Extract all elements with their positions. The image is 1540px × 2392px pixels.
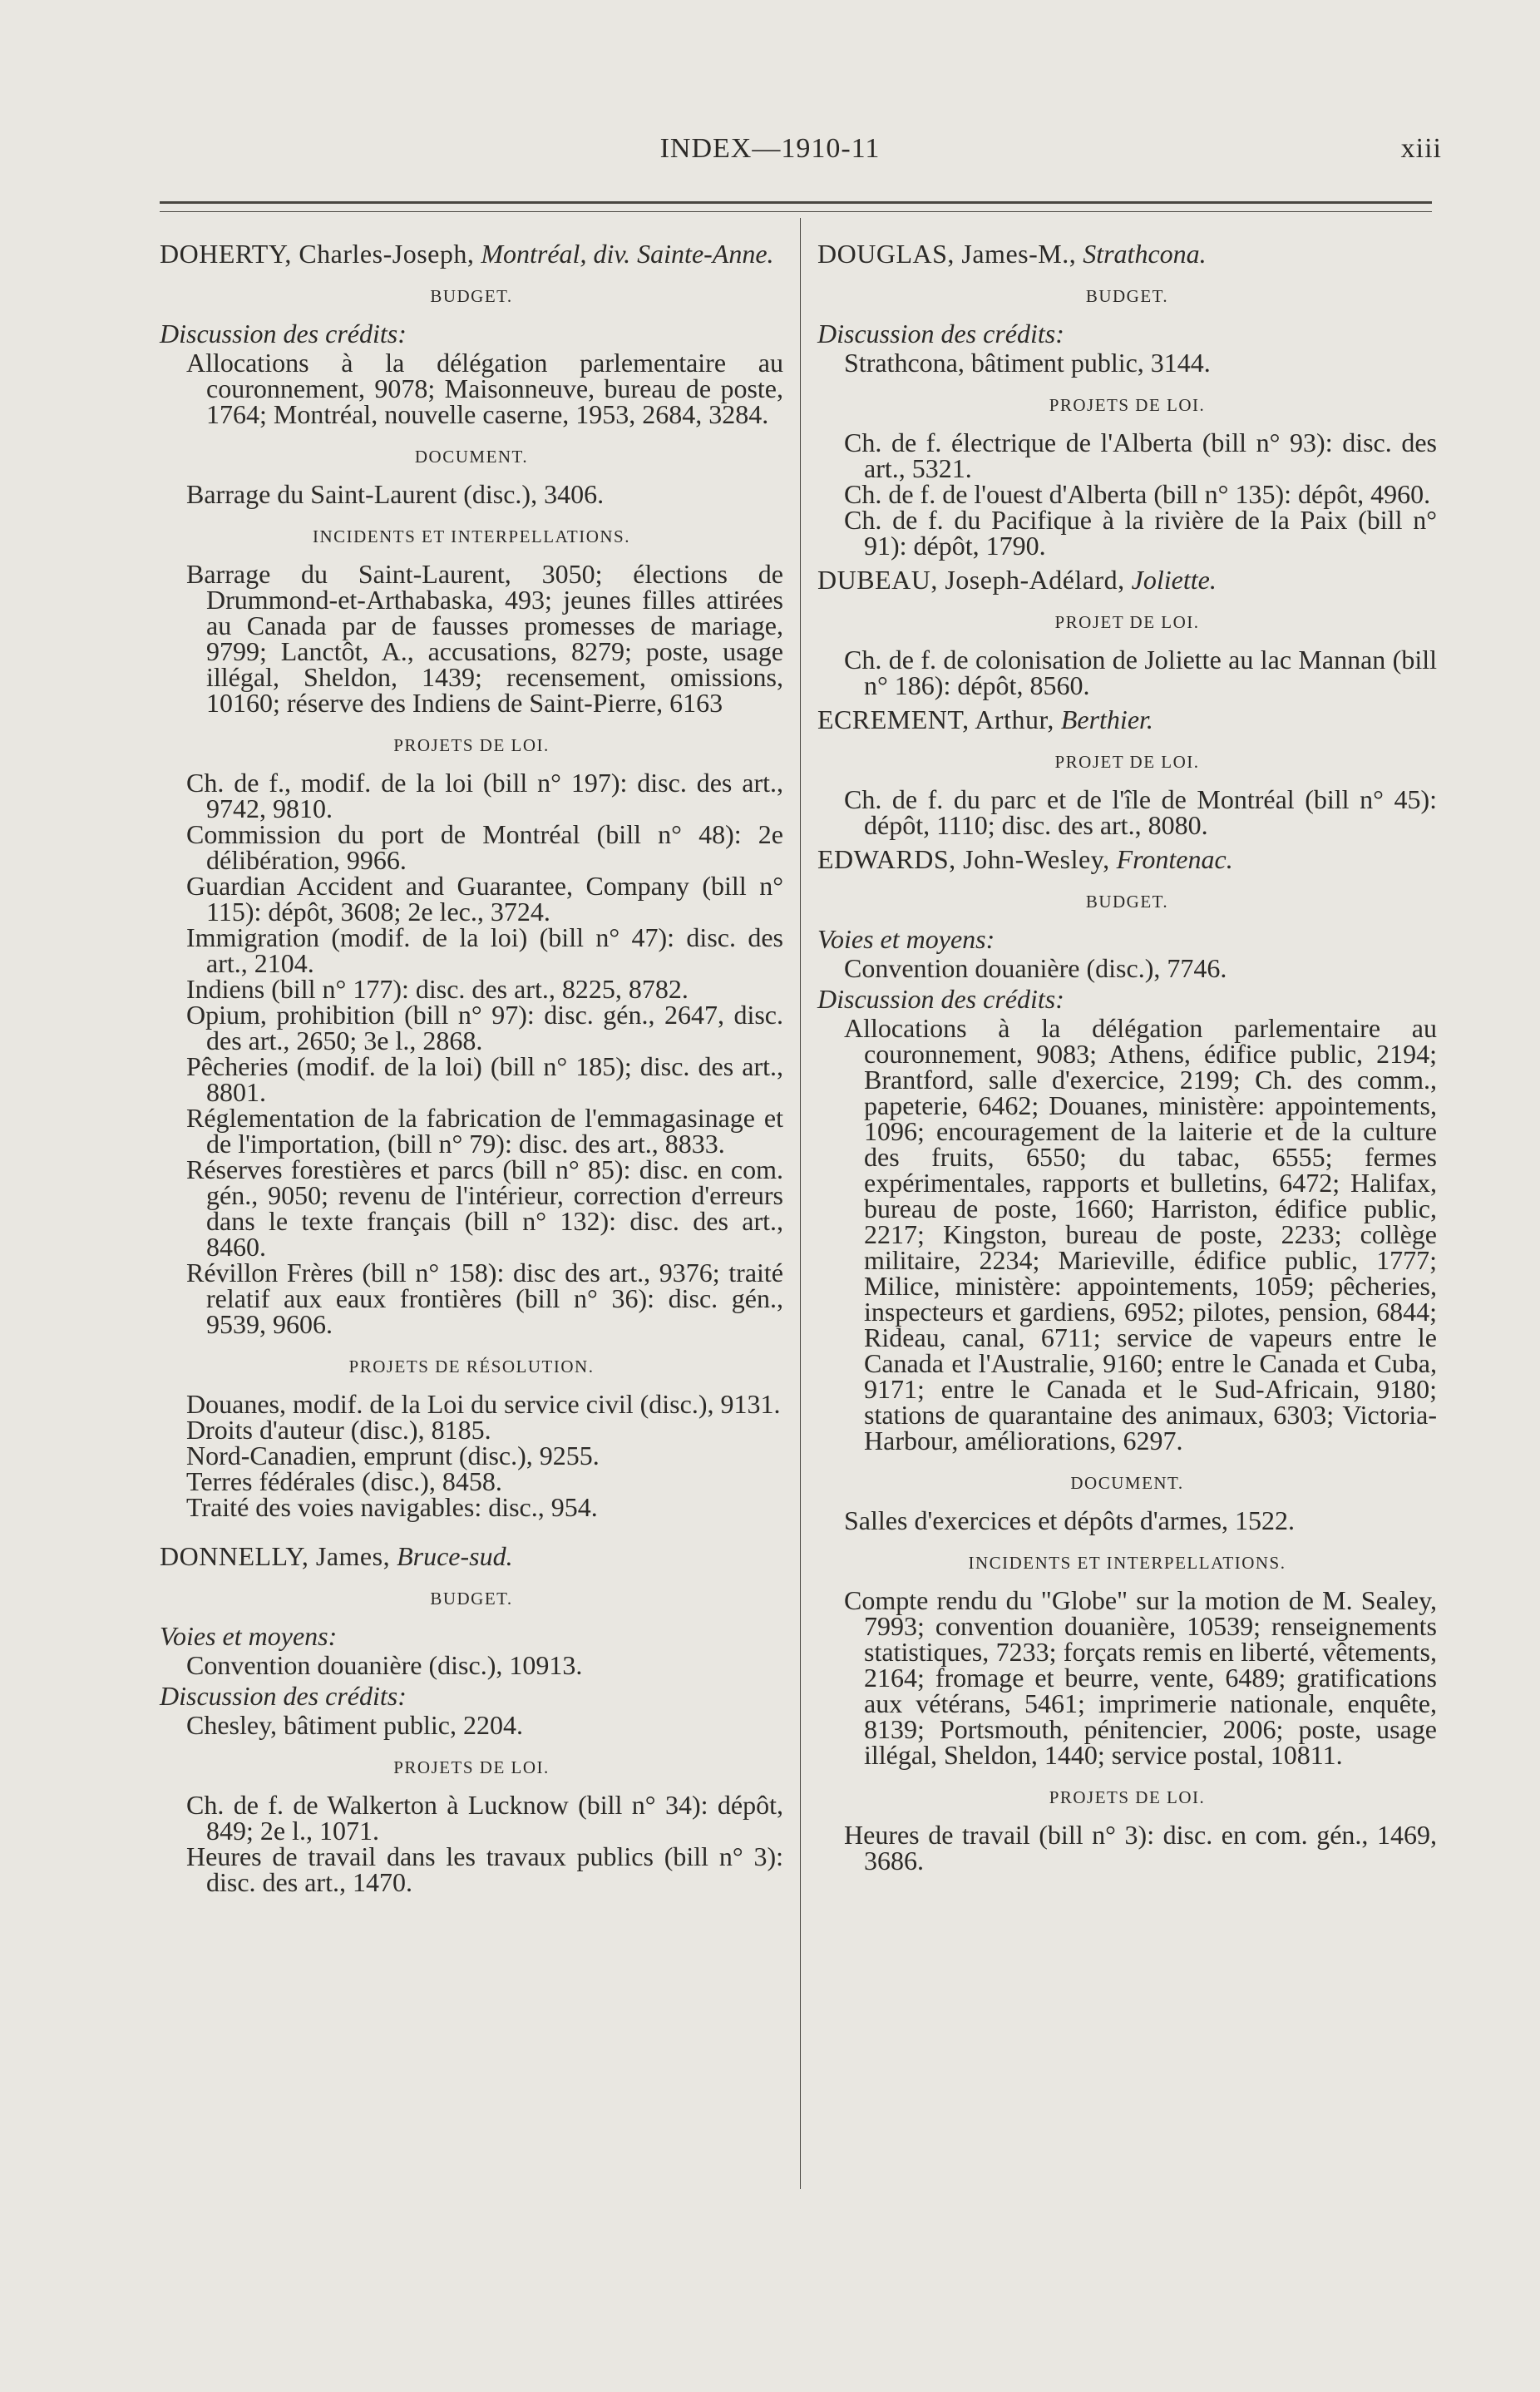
index-item: Pêcheries (modif. de la loi) (bill n° 185); disc. des art., 8801. xyxy=(186,1051,783,1107)
index-item: Ch. de f. du parc et de l'île de Montréal (bill n° 45): dépôt, 1110; disc. des art., 8080. xyxy=(844,784,1437,840)
index-item: Allocations à la délégation parlementaire au couronnement, 9078; Maisonneuve, bureau de poste, 1764; Montréal, nouvelle caserne, 1953, 2684, 3284. xyxy=(186,348,783,429)
left-column xyxy=(160,241,783,1895)
member-riding: Bruce-sud. xyxy=(397,1541,513,1571)
index-item: Ch. de f. de l'ouest d'Alberta (bill n° 135): dépôt, 4960. xyxy=(844,479,1431,509)
section-heading-projets: PROJETS DE LOI. xyxy=(393,735,550,755)
subheading-discussion: Discussion des crédits: xyxy=(160,1681,407,1711)
index-item: Réserves forestières et parcs (bill n° 85): disc. en com. gén., 9050; revenu de l'intérieur, correction d'erreurs dans le texte français (bill n° 132): disc. des art., 8460. xyxy=(186,1154,783,1262)
index-item: Salles d'exercices et dépôts d'armes, 1522. xyxy=(844,1505,1296,1535)
section-heading-projets: PROJETS DE LOI. xyxy=(1049,395,1206,415)
section-heading-document: DOCUMENT. xyxy=(1070,1473,1184,1493)
subheading-voies: Voies et moyens: xyxy=(817,924,995,954)
index-item: Chesley, bâtiment public, 2204. xyxy=(186,1710,523,1740)
index-item: Opium, prohibition (bill n° 97): disc. gén., 2647, disc. des art., 2650; 3e l., 2868. xyxy=(186,1000,783,1055)
section-heading-incidents: INCIDENTS ET INTERPELLATIONS. xyxy=(312,526,630,546)
index-item: Ch. de f. électrique de l'Alberta (bill n° 93): disc. des art., 5321. xyxy=(844,427,1437,483)
entry-spacer xyxy=(160,1520,783,1544)
index-item: Révillon Frères (bill n° 158): disc des art., 9376; traité relatif aux eaux frontières (bill n° 36): disc. gén., 9539, 9606. xyxy=(186,1258,783,1339)
section-heading-budget: BUDGET. xyxy=(430,1589,513,1609)
index-item: Guardian Accident and Guarantee, Company (bill n° 115): dépôt, 3608; 2e lec., 3724. xyxy=(186,871,783,927)
member-riding: Frontenac. xyxy=(1116,844,1233,874)
index-item: Droits d'auteur (disc.), 8185. xyxy=(186,1415,491,1445)
index-item: Barrage du Saint-Laurent, 3050; élections de Drummond-et-Arthabaska, 493; jeunes filles attirées au Canada par de fausses promesses de mariage, 9799; Lanctôt, A., accusations, 8279; poste, usage illégal, Sheldon, 1439; recensement, omissions, 10160; réserve des Indiens de Saint-Pierre, 6163 xyxy=(186,559,783,718)
section-heading-projets: PROJETS DE LOI. xyxy=(1049,1787,1206,1807)
index-item: Compte rendu du "Globe" sur la motion de M. Sealey, 7993; convention douanière, 10539; renseignements statistiques, 7233; forçats remis en liberté, vêtements, 2164; fromage et beurre, vente, 6489; gratifications aux vétérans, 5461; imprimerie nationale, enquête, 8139; Portsmouth, pénitencier, 2006; poste, usage illégal, Sheldon, 1440; service postal, 10811. xyxy=(844,1585,1437,1770)
index-item: Nord-Canadien, emprunt (disc.), 9255. xyxy=(186,1441,600,1470)
entry-heading-ecrement xyxy=(817,704,1437,734)
member-name: ECREMENT, Arthur, xyxy=(817,704,1054,734)
member-riding: Montréal, div. Sainte-Anne. xyxy=(481,239,774,269)
index-item: Ch. de f. de colonisation de Joliette au lac Mannan (bill n° 186): dépôt, 8560. xyxy=(844,645,1437,700)
index-item: Convention douanière (disc.), 10913. xyxy=(186,1650,583,1680)
subheading-voies: Voies et moyens: xyxy=(160,1621,338,1651)
column-divider xyxy=(800,218,801,2189)
index-item: Barrage du Saint-Laurent (disc.), 3406. xyxy=(186,479,605,509)
index-item: Ch. de f. du Pacifique à la rivière de la Paix (bill n° 91): dépôt, 1790. xyxy=(844,505,1437,561)
page-number: xiii xyxy=(1400,133,1442,164)
subheading-discussion: Discussion des crédits: xyxy=(817,319,1064,348)
section-heading-budget: BUDGET. xyxy=(1085,286,1169,306)
section-heading-incidents: INCIDENTS ET INTERPELLATIONS. xyxy=(968,1553,1286,1573)
index-item: Réglementation de la fabrication de l'emmagasinage et de l'importation, (bill n° 79): disc. des art., 8833. xyxy=(186,1103,783,1159)
section-heading-budget: BUDGET. xyxy=(1085,892,1169,912)
index-item: Heures de travail (bill n° 3): disc. en com. gén., 1469, 3686. xyxy=(844,1820,1437,1876)
entry-heading-edwards xyxy=(817,844,1437,874)
index-item: Convention douanière (disc.), 7746. xyxy=(844,953,1227,983)
index-item: Indiens (bill n° 177): disc. des art., 8225, 8782. xyxy=(186,974,689,1004)
index-item: Commission du port de Montréal (bill n° 48): 2e délibération, 9966. xyxy=(186,819,783,875)
page-header xyxy=(0,133,1540,183)
entry-heading-dubeau xyxy=(817,567,1437,593)
member-riding: Joliette. xyxy=(1131,565,1217,595)
member-name: EDWARDS, John-Wesley, xyxy=(817,844,1110,874)
section-heading-projet: PROJET DE LOI. xyxy=(1054,612,1200,632)
index-item: Allocations à la délégation parlementaire au couronnement, 9083; Athens, édifice public, 2194; Brantford, salle d'exercice, 2199; Ch. des comm., papeterie, 6462; Douanes, ministère: appointements, 1096; encouragement de la laiterie et de la culture des fruits, 6550; du tabac, 6555; fermes expérimentales, rapports et bulletins, 6472; Halifax, bureau de poste, 1660; Harriston, édifice public, 2217; Kingston, bureau de poste, 2233; collège militaire, 2234; Marieville, édifice public, 1777; Milice, ministère: appointements, 1059; pêcheries, inspecteurs et gardiens, 6952; pilotes, pension, 6844; Rideau, canal, 6711; service de vapeurs entre le Canada et l'Australie, 9160; entre le Canada et Cuba, 9171; entre le Canada et le Sud-Africain, 9180; stations de quarantaine des animaux, 6303; Victoria-Harbour, améliorations, 6297. xyxy=(844,1013,1437,1455)
section-heading-budget: BUDGET. xyxy=(430,286,513,306)
right-column xyxy=(817,241,1437,1874)
section-heading-projets: PROJETS DE LOI. xyxy=(393,1757,550,1777)
index-item: Ch. de f., modif. de la loi (bill n° 197): disc. des art., 9742, 9810. xyxy=(186,768,783,823)
subheading-discussion: Discussion des crédits: xyxy=(160,319,407,348)
header-rule-thin xyxy=(160,211,1432,212)
member-name: DONNELLY, James, xyxy=(160,1541,391,1571)
member-riding: Berthier. xyxy=(1060,704,1153,734)
member-name: DOUGLAS, James-M., xyxy=(817,239,1077,269)
member-name: DOHERTY, Charles-Joseph, xyxy=(160,239,475,269)
section-heading-resolution: PROJETS DE RÉSOLUTION. xyxy=(348,1357,595,1376)
entry-heading-douglas xyxy=(817,241,1437,267)
entry-heading-doherty xyxy=(160,241,783,267)
index-item: Immigration (modif. de la loi) (bill n° 47): disc. des art., 2104. xyxy=(186,922,783,978)
section-heading-projet: PROJET DE LOI. xyxy=(1054,752,1200,772)
member-riding: Strathcona. xyxy=(1083,239,1207,269)
member-name: DUBEAU, Joseph-Adélard, xyxy=(817,565,1125,595)
running-title: INDEX—1910-11 xyxy=(659,133,881,164)
entry-heading-donnelly xyxy=(160,1541,783,1571)
index-item: Traité des voies navigables: disc., 954. xyxy=(186,1492,598,1522)
index-item: Terres fédérales (disc.), 8458. xyxy=(186,1466,502,1496)
index-item: Heures de travail dans les travaux publics (bill n° 3): disc. des art., 1470. xyxy=(186,1841,783,1897)
index-item: Ch. de f. de Walkerton à Lucknow (bill n° 34): dépôt, 849; 2e l., 1071. xyxy=(186,1790,783,1846)
index-item: Douanes, modif. de la Loi du service civil (disc.), 9131. xyxy=(186,1389,781,1419)
section-heading-document: DOCUMENT. xyxy=(414,447,529,467)
subheading-discussion: Discussion des crédits: xyxy=(817,984,1064,1014)
index-item: Strathcona, bâtiment public, 3144. xyxy=(844,348,1211,378)
header-rule-thick xyxy=(160,201,1432,204)
